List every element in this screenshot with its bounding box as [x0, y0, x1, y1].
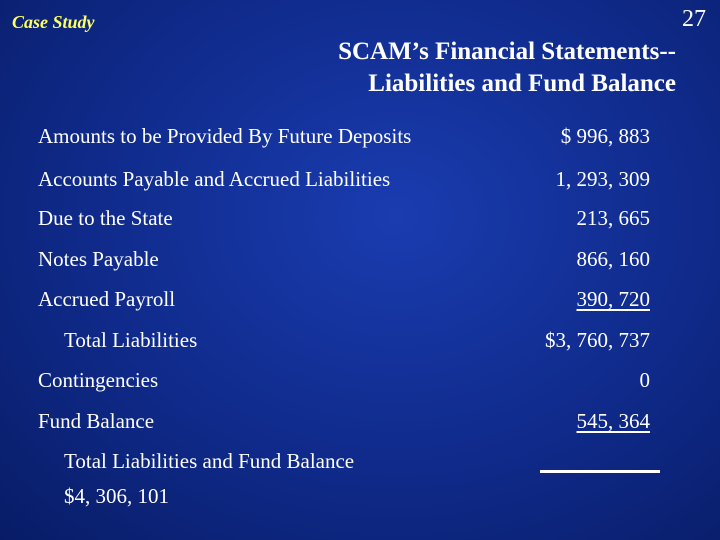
row-due-to-state — [38, 203, 650, 233]
row-accrued-payroll — [38, 284, 650, 314]
row-value: $ 996, 883 — [560, 124, 650, 148]
slide-title-line-1: SCAM’s Financial Statements-- — [338, 38, 676, 65]
row-value: $3, 760, 737 — [545, 328, 650, 352]
row-label: Accrued Payroll — [38, 287, 176, 311]
row-value: 545, 364 — [576, 409, 650, 433]
row-value: 213, 665 — [576, 206, 650, 230]
total-underline — [540, 470, 660, 473]
row-value: 1, 293, 309 — [555, 167, 650, 191]
row-value: 866, 160 — [576, 247, 650, 271]
row-label: Accounts Payable and Accrued Liabilities — [38, 167, 391, 191]
total-liabilities-fund-balance-value: $4, 306, 101 — [64, 484, 169, 508]
row-label: Amounts to be Provided By Future Deposits — [38, 124, 412, 148]
row-label: Contingencies — [38, 368, 159, 392]
row-notes-payable — [38, 244, 650, 274]
slide-title — [338, 36, 676, 100]
page-number: 27 — [682, 6, 706, 32]
row-label: Total Liabilities — [64, 328, 198, 352]
row-contingencies — [38, 365, 650, 395]
row-value: 0 — [639, 368, 650, 392]
row-label: Notes Payable — [38, 247, 159, 271]
row-total-liabilities — [38, 325, 650, 355]
row-value: 390, 720 — [576, 287, 650, 311]
row-accounts-payable — [38, 164, 650, 194]
row-label: Fund Balance — [38, 409, 155, 433]
row-future-deposits — [38, 121, 650, 151]
row-label: Due to the State — [38, 206, 173, 230]
row-fund-balance — [38, 406, 650, 436]
case-study-tag: Case Study — [12, 12, 95, 32]
row-label: Total Liabilities and Fund Balance — [64, 449, 355, 473]
slide-title-line-2: Liabilities and Fund Balance — [368, 70, 676, 97]
